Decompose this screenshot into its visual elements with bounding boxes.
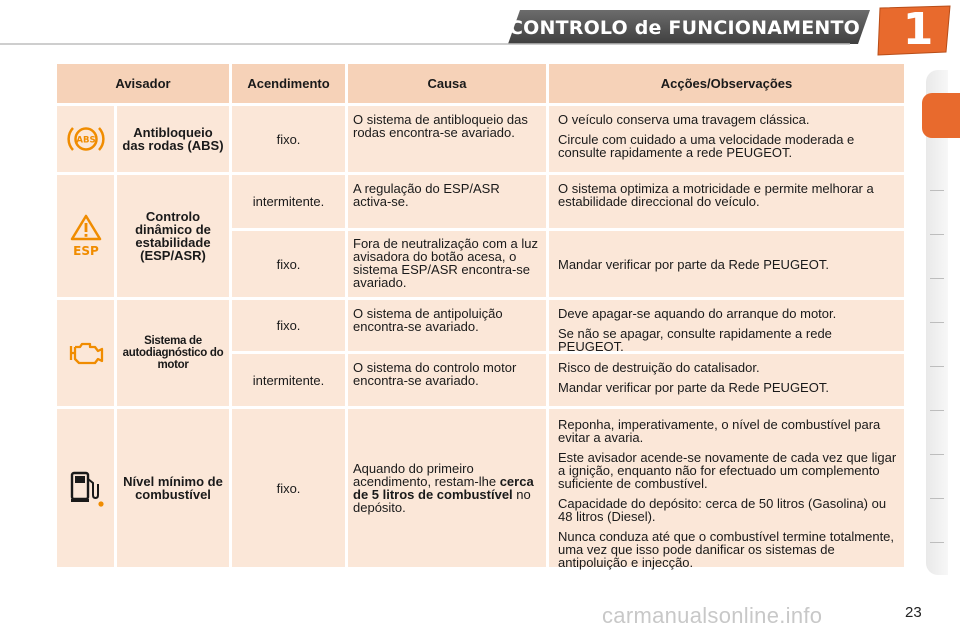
engine-row1-accoes	[549, 300, 904, 354]
header-avisador: Avisador	[57, 64, 229, 103]
fuel-causa-bold: cerca de 5 litros de combustível	[353, 474, 534, 502]
fuel-causa-text	[353, 462, 540, 514]
abs-icon-cell	[57, 106, 114, 172]
esp-row2-accoes: Mandar verificar por parte da Rede PEUGEOT.	[549, 231, 904, 297]
page-title: O CONTROLO de FUNCIONAMENTO	[485, 17, 860, 39]
engine-row2-acendimento: intermitente.	[232, 354, 345, 406]
esp-row1-acendimento: intermitente.	[232, 175, 345, 228]
side-tab-divider	[930, 278, 944, 279]
fuel-causa-pre: Aquando do primeiro acendimento, restam-lhe	[353, 461, 497, 489]
esp-row1-accoes: O sistema optimiza a motricidade e permite melhorar a estabilidade direccional do veículo.	[549, 175, 904, 228]
abs-acendimento: fixo.	[232, 106, 345, 172]
svg-text:ABS: ABS	[75, 135, 96, 146]
abs-accoes-line: O veículo conserva uma travagem clássica.	[558, 112, 810, 127]
abs-accoes	[549, 106, 904, 172]
engine-row1-causa: O sistema de antipoluição encontra-se avariado.	[348, 300, 546, 351]
abs-warning-icon	[66, 122, 106, 156]
engine-row2-accoes-line: Risco de destruição do catalisador.	[558, 360, 760, 375]
fuel-causa	[348, 409, 546, 567]
header-banner	[0, 0, 960, 62]
esp-name: Controlo dinâmico de estabilidade (ESP/ASR)	[117, 175, 229, 297]
fuel-accoes	[549, 409, 904, 570]
fuel-acendimento: fixo.	[232, 409, 345, 567]
engine-row1-accoes-line: Deve apagar-se aquando do arranque do motor.	[558, 306, 837, 321]
engine-row2-accoes-line: Mandar verificar por parte da Rede PEUGEOT.	[558, 380, 829, 395]
fuel-causa-post: no depósito.	[353, 487, 531, 515]
side-tab-divider	[930, 366, 944, 367]
fuel-pump-icon	[66, 467, 106, 509]
side-tab-divider	[930, 498, 944, 499]
svg-text:ESP: ESP	[72, 244, 99, 258]
table-row-fuel	[57, 409, 904, 570]
table-row-abs	[57, 106, 904, 172]
abs-name: Antibloqueio das rodas (ABS)	[117, 106, 229, 172]
fuel-name: Nível mínimo de combustível	[117, 409, 229, 567]
engine-row1-accoes-line: Se não se apagar, consulte rapidamente a rede PEUGEOT.	[558, 326, 832, 354]
fuel-accoes-line: Nunca conduza até que o combustível termine totalmente, uma vez que isso pode danificar os sistemas de antipoluição e injecção.	[558, 529, 895, 570]
engine-row2-causa: O sistema do controlo motor encontra-se avariado.	[348, 354, 546, 406]
fuel-accoes-line: Capacidade do depósito: cerca de 50 litros (Gasolina) ou 48 litros (Diesel).	[558, 496, 887, 524]
engine-name: Sistema de autodiagnóstico do motor	[117, 300, 229, 406]
page-number: 23	[905, 604, 922, 621]
watermark: carmanualsonline.info	[602, 603, 823, 628]
esp-row2-acendimento: fixo.	[232, 231, 345, 297]
fuel-accoes-line: Este avisador acende-se novamente de cada vez que ligar a ignição, enquanto não for efectuado um complemento suficiente de combustível.	[558, 450, 897, 491]
esp-row2-causa: Fora de neutralização com a luz avisadora do botão acesa, o sistema ESP/ASR encontra-se avariado.	[348, 231, 546, 297]
header-acendimento: Acendimento	[232, 64, 345, 103]
chapter-number: 1	[902, 4, 934, 55]
abs-accoes-line: Circule com cuidado a uma velocidade moderada e consulte rapidamente a rede PEUGEOT.	[558, 132, 855, 160]
side-tab-divider	[930, 410, 944, 411]
header-accoes: Acções/Observações	[549, 64, 904, 103]
side-tab-divider	[930, 234, 944, 235]
fuel-icon-cell	[57, 409, 114, 567]
side-tab-divider	[930, 190, 944, 191]
header-causa: Causa	[348, 64, 546, 103]
abs-causa: O sistema de antibloqueio das rodas encontra-se avariado.	[348, 106, 546, 172]
side-tab-divider	[930, 542, 944, 543]
side-tab-active-chapter[interactable]	[922, 93, 960, 138]
table-row-esp-sub1	[57, 175, 904, 228]
esp-row1-causa: A regulação do ESP/ASR activa-se.	[348, 175, 546, 228]
table-row-engine-sub2	[57, 354, 904, 406]
table-row-esp-sub2	[57, 231, 904, 297]
table-header-row	[57, 64, 904, 103]
side-tab-divider	[930, 454, 944, 455]
engine-row1-acendimento: fixo.	[232, 300, 345, 351]
side-tab-divider	[930, 322, 944, 323]
engine-row2-accoes	[549, 354, 904, 406]
fuel-accoes-line: Reponha, imperativamente, o nível de combustível para evitar a avaria.	[558, 417, 881, 445]
